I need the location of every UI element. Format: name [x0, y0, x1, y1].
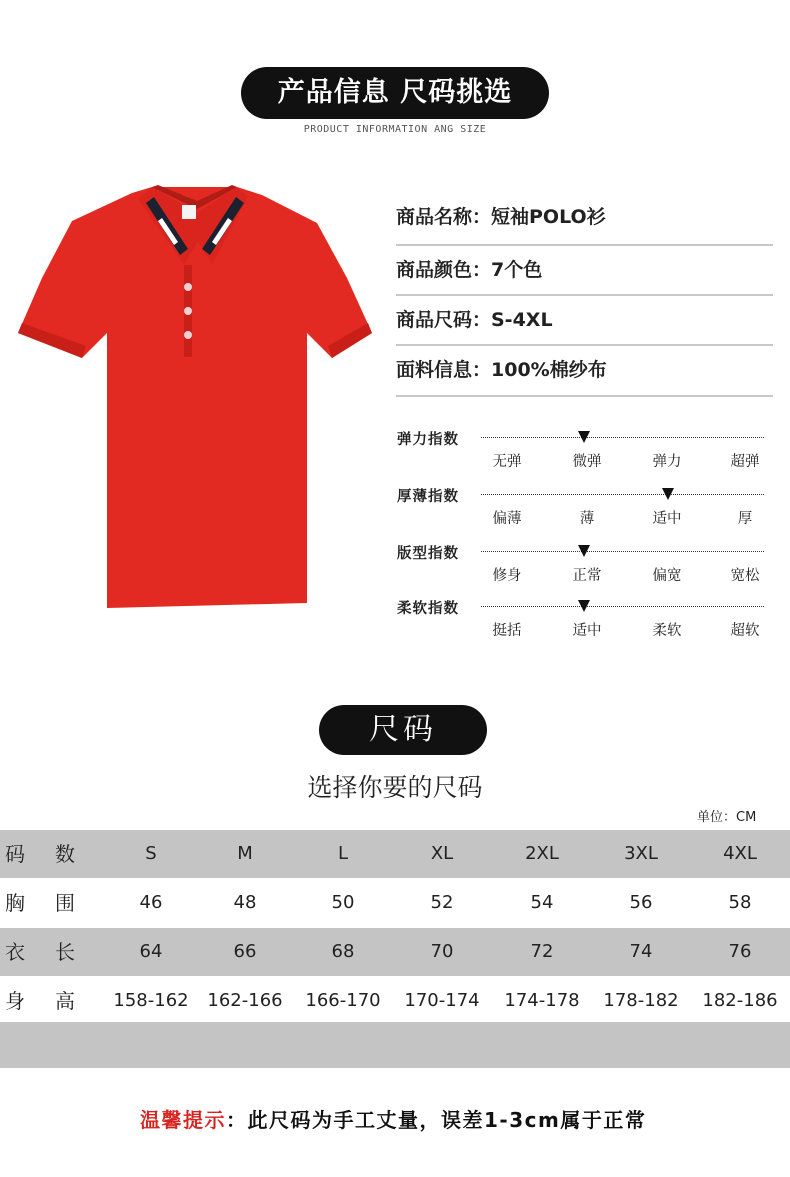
index-option: 正常: [572, 568, 602, 584]
row-label: 码数: [5, 842, 105, 866]
table-cell: 66: [233, 941, 257, 962]
table-cell: 52: [430, 892, 454, 913]
index-title: 版型指数: [397, 546, 459, 562]
index-option: 微弹: [572, 454, 602, 470]
size-table-empty-row: [0, 1022, 790, 1068]
table-cell: 46: [139, 892, 163, 913]
section-title-size: 尺码: [319, 705, 487, 755]
size-table-row: [0, 928, 790, 976]
table-cell: 170-174: [404, 990, 480, 1011]
product-color: 商品颜色：7个色: [396, 259, 543, 281]
row-label: 胸围: [5, 891, 105, 915]
product-size-range: 商品尺码：S-4XL: [396, 309, 553, 331]
table-cell: XL: [430, 843, 454, 864]
size-subtitle: 选择你要的尺码: [307, 773, 483, 802]
index-scale-line: [481, 494, 764, 495]
table-cell: 68: [331, 941, 355, 962]
index-option: 宽松: [730, 568, 760, 584]
unit-label: 单位：CM: [697, 810, 757, 825]
index-option: 适中: [572, 623, 602, 639]
table-cell: 182-186: [702, 990, 778, 1011]
index-marker-icon: [662, 488, 674, 500]
index-scale-line: [481, 551, 764, 552]
index-option: 超弹: [730, 454, 760, 470]
row-label: 身高: [5, 989, 105, 1013]
size-table-row: [0, 977, 790, 1025]
table-cell: 64: [139, 941, 163, 962]
index-option: 弹力: [652, 454, 682, 470]
table-cell: 50: [331, 892, 355, 913]
table-cell: 158-162: [113, 990, 189, 1011]
table-cell: M: [237, 843, 253, 864]
table-cell: L: [337, 843, 349, 864]
tip-text: ：此尺码为手工丈量，误差1-3cm属于正常: [226, 1108, 647, 1132]
section-subtitle: PRODUCT INFORMATION ANG SIZE: [303, 124, 487, 135]
divider: [396, 395, 773, 397]
index-option: 偏宽: [652, 568, 682, 584]
index-marker-icon: [578, 545, 590, 557]
divider: [396, 344, 773, 346]
index-option: 薄: [579, 511, 595, 527]
table-cell: 70: [430, 941, 454, 962]
table-cell: 178-182: [603, 990, 679, 1011]
index-option: 厚: [737, 511, 753, 527]
section-title-product-info: 产品信息 尺码挑选: [241, 67, 549, 119]
tip-label: 温馨提示: [140, 1108, 226, 1132]
table-cell: 174-178: [504, 990, 580, 1011]
index-title: 厚薄指数: [397, 489, 459, 505]
size-tip: [140, 1104, 646, 1133]
table-cell: 166-170: [305, 990, 381, 1011]
index-marker-icon: [578, 431, 590, 443]
table-cell: 72: [530, 941, 554, 962]
size-table-row: [0, 879, 790, 927]
size-table-header: [0, 830, 790, 878]
index-scale-line: [481, 437, 764, 438]
table-cell: 76: [728, 941, 752, 962]
index-title: 弹力指数: [397, 432, 459, 448]
index-title: 柔软指数: [397, 601, 459, 617]
index-option: 无弹: [492, 454, 522, 470]
divider: [396, 244, 773, 246]
index-option: 挺括: [492, 623, 522, 639]
index-option: 偏薄: [492, 511, 522, 527]
index-marker-icon: [578, 600, 590, 612]
index-scale-line: [481, 606, 764, 607]
table-cell: 58: [728, 892, 752, 913]
table-cell: 4XL: [723, 843, 757, 864]
red-polo-shirt-image: [12, 183, 382, 613]
table-cell: 3XL: [624, 843, 658, 864]
product-fabric: 面料信息：100%棉纱布: [396, 359, 607, 381]
divider: [396, 294, 773, 296]
table-cell: 2XL: [525, 843, 559, 864]
product-name: 商品名称：短袖POLO衫: [396, 206, 606, 228]
index-option: 柔软: [652, 623, 682, 639]
table-cell: S: [145, 843, 157, 864]
table-cell: 162-166: [207, 990, 283, 1011]
row-label: 衣长: [5, 940, 105, 964]
table-cell: 54: [530, 892, 554, 913]
index-option: 超软: [730, 623, 760, 639]
index-option: 适中: [652, 511, 682, 527]
table-cell: 48: [233, 892, 257, 913]
table-cell: 56: [629, 892, 653, 913]
index-option: 修身: [492, 568, 522, 584]
table-cell: 74: [629, 941, 653, 962]
